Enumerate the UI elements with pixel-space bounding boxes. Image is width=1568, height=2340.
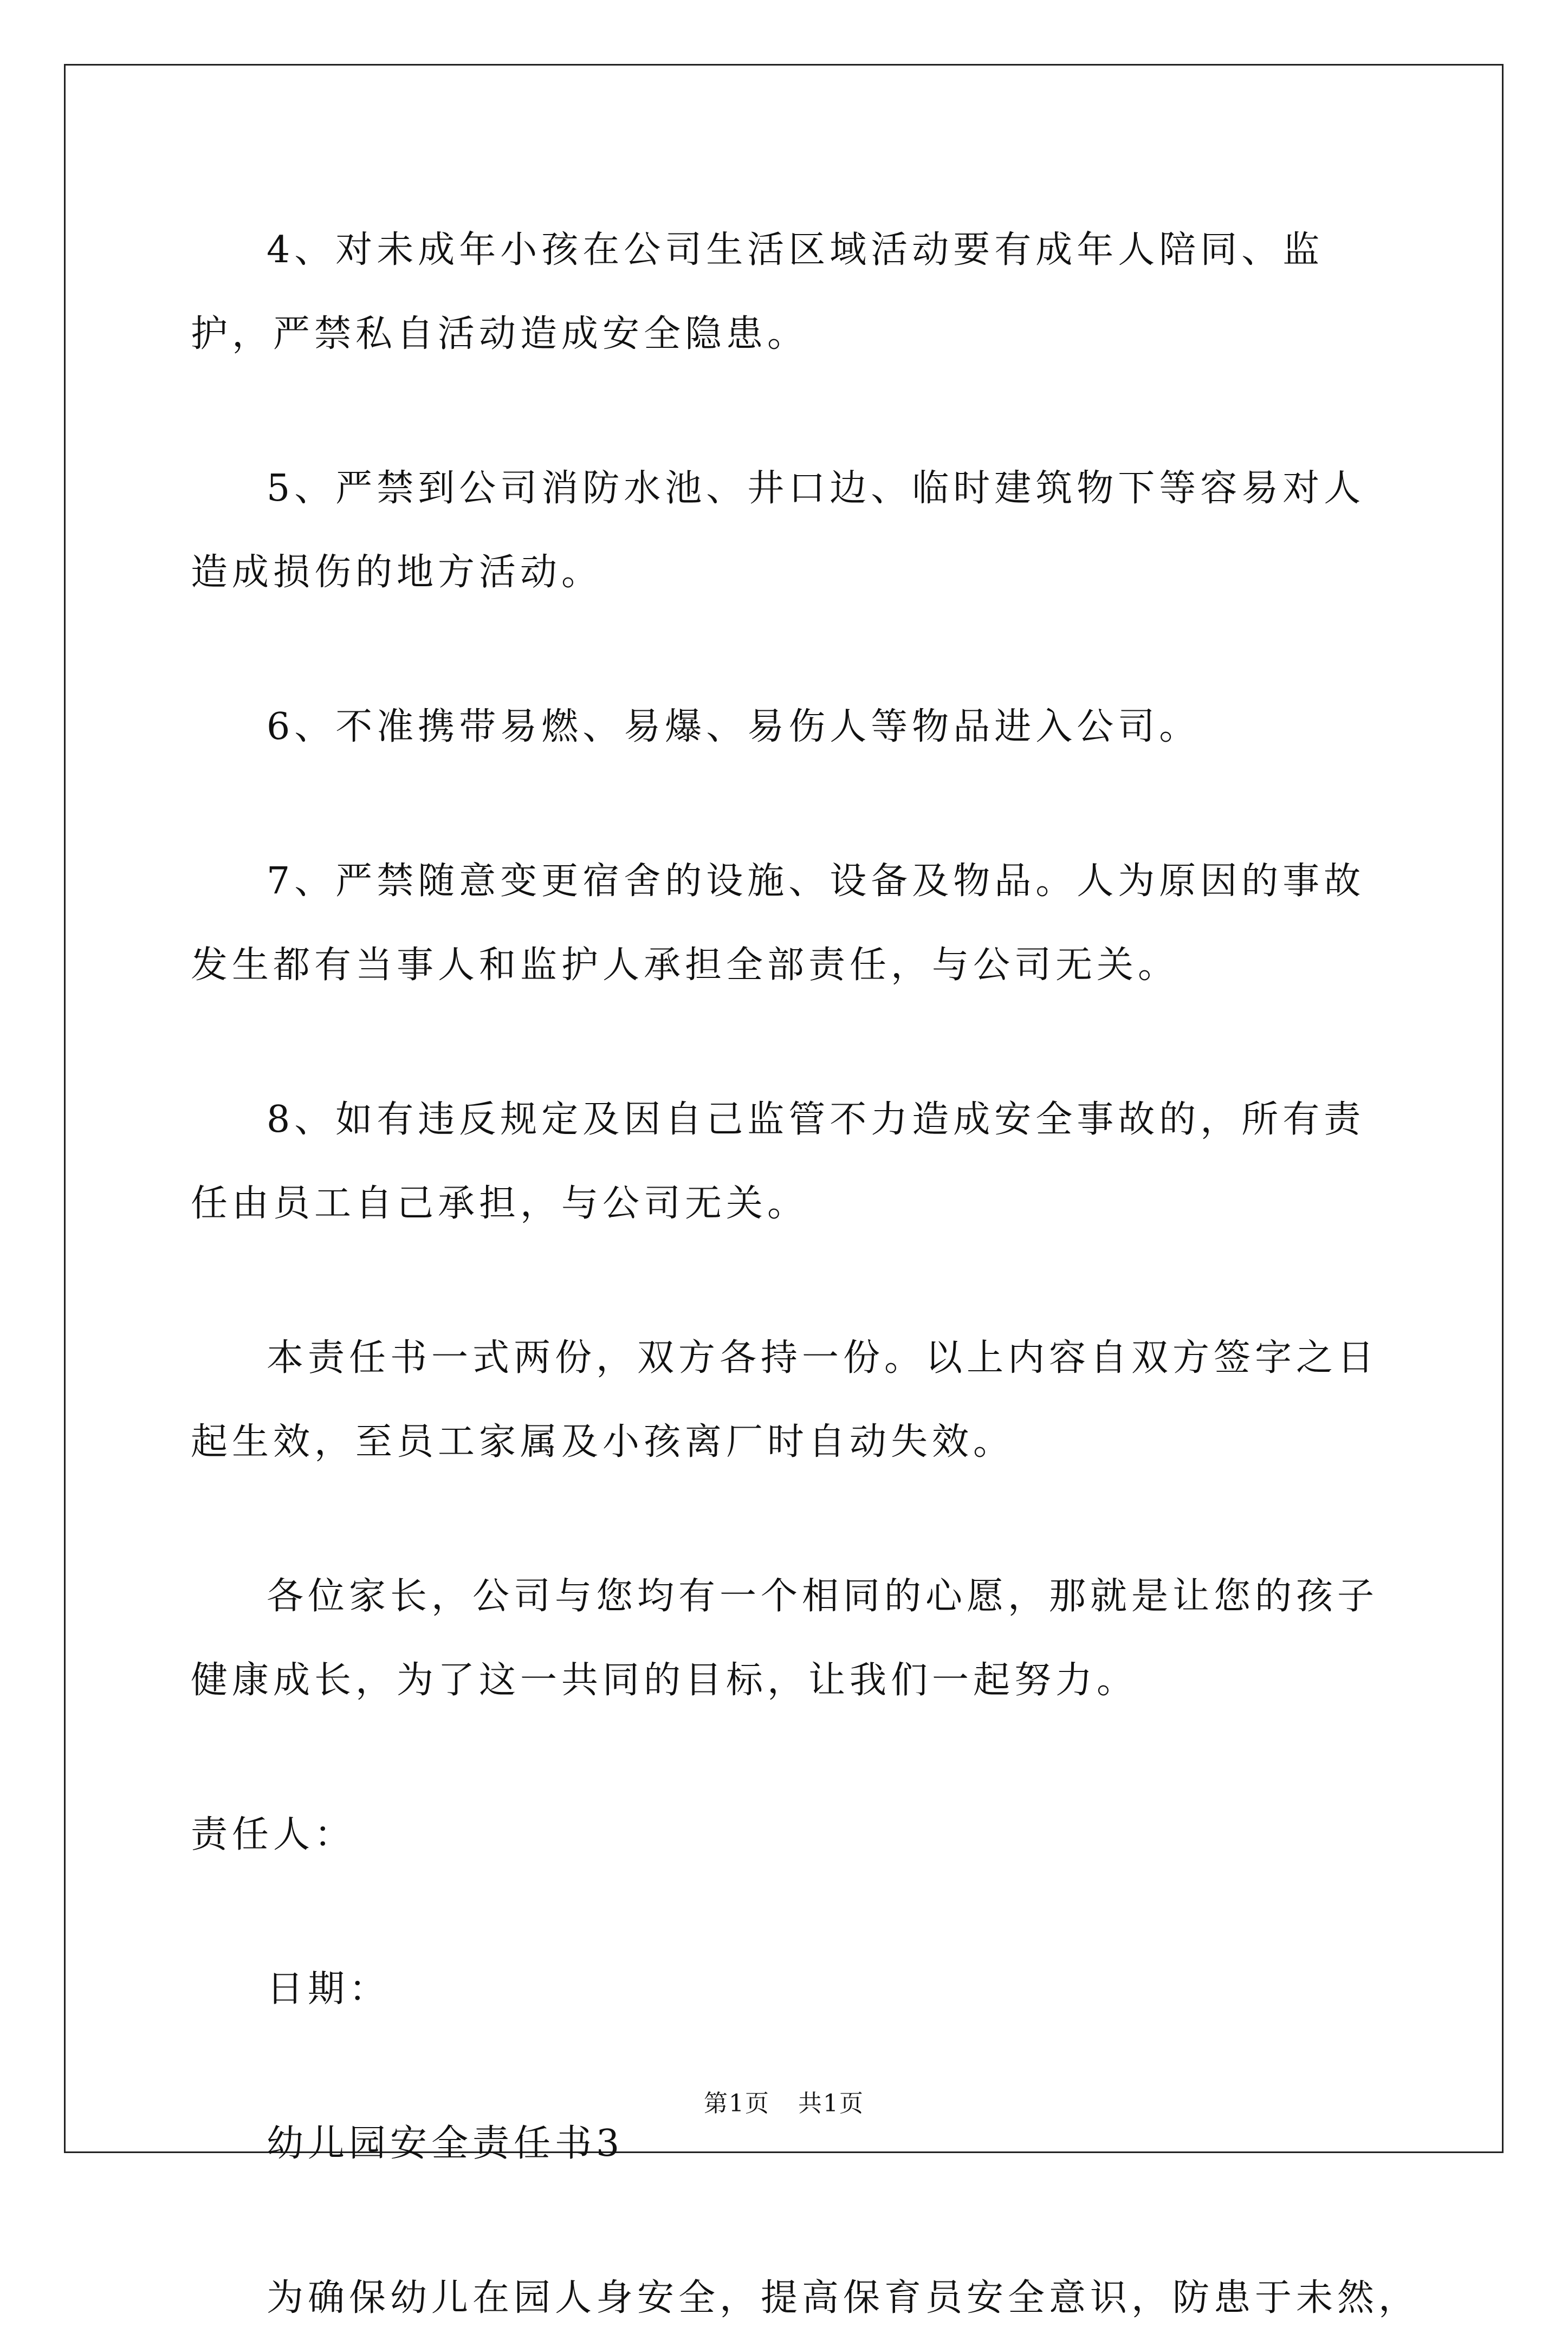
paragraph-item-4: 4、对未成年小孩在公司生活区域活动要有成年人陪同、监护，严禁私自活动造成安全隐患。	[191, 229, 1324, 355]
paragraph-parents-note: 各位家长，公司与您均有一个相同的心愿，那就是让您的孩子健康成长，为了这一共同的目标，让我们一起努力。	[191, 1575, 1379, 1702]
responsible-person-label: 责任人：	[191, 1813, 356, 1856]
page-number-total: 共1页	[798, 2090, 864, 2117]
paragraph-intro: 为确保幼儿在园人身安全，提高保育员安全意识，防患于未然，	[267, 2277, 1420, 2319]
section-title: 幼儿园安全责任书3	[267, 2122, 624, 2165]
page-number-current: 第1页	[704, 2090, 770, 2117]
paragraph-item-6: 6、不准携带易燃、易爆、易伤人等物品进入公司。	[267, 705, 1201, 748]
paragraph-item-7: 7、严禁随意变更宿舍的设施、设备及物品。人为原因的事故发生都有当事人和监护人承担全部责任，与公司无关。	[191, 860, 1365, 987]
paragraph-item-8: 8、如有违反规定及因自己监管不力造成安全事故的，所有责任由员工自己承担，与公司无关。	[191, 1098, 1365, 1225]
date-label: 日期：	[267, 1968, 391, 2011]
paragraph-validity: 本责任书一式两份，双方各持一份。以上内容自双方签字之日起生效，至员工家属及小孩离厂时自动失效。	[191, 1337, 1379, 1463]
page-footer	[0, 2084, 1568, 2118]
document-body	[191, 208, 1420, 2340]
paragraph-item-5: 5、严禁到公司消防水池、井口边、临时建筑物下等容易对人造成损伤的地方活动。	[191, 467, 1365, 594]
